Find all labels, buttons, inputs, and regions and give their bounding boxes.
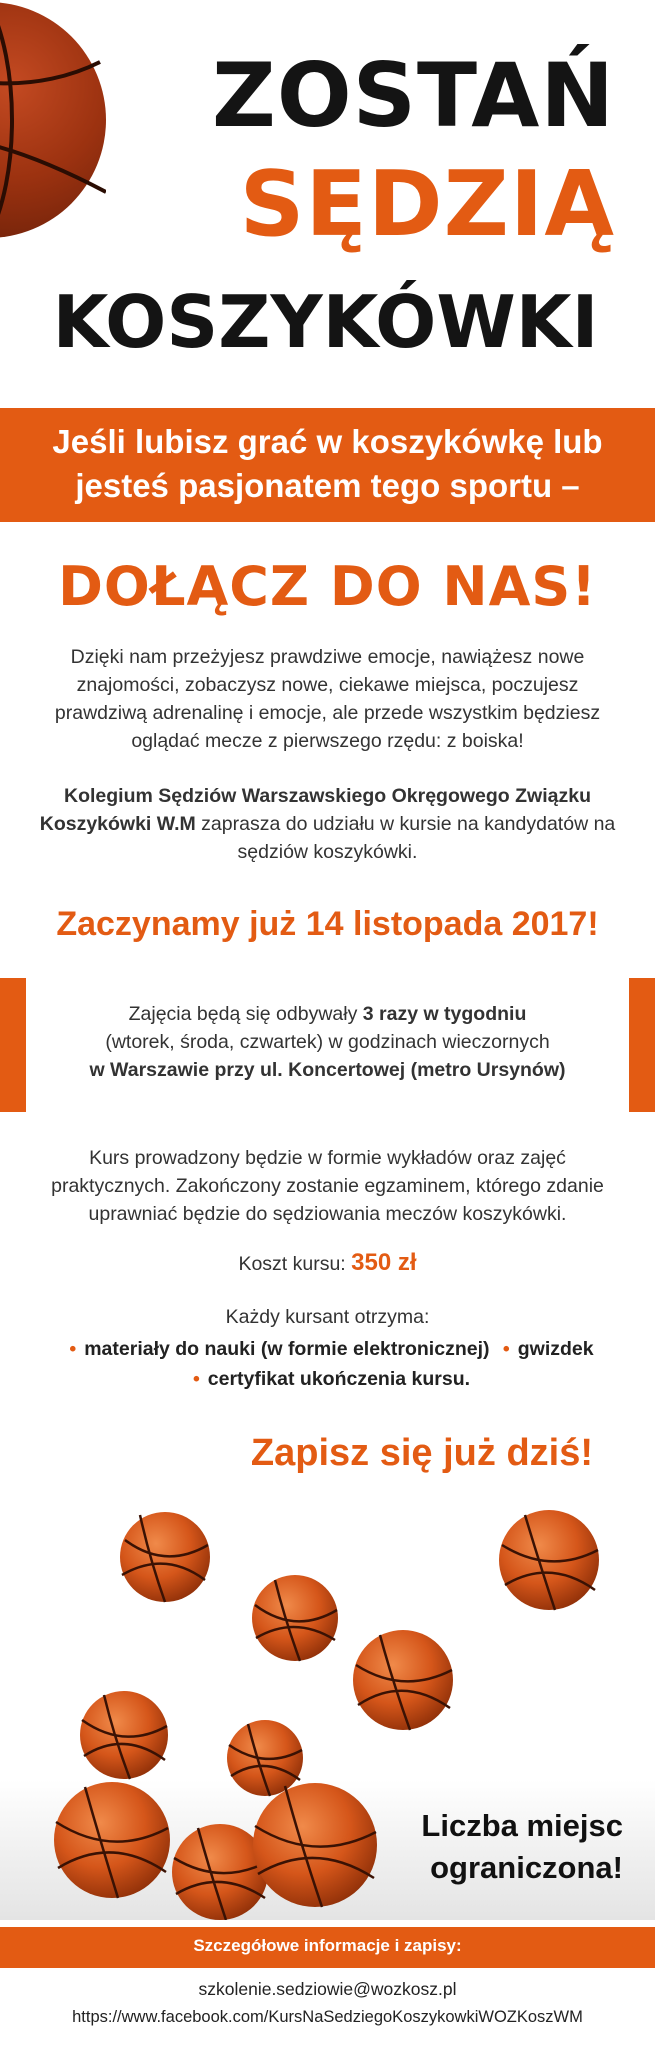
- schedule-paragraph: [30, 1000, 625, 1084]
- intro-text: Jeśli lubisz grać w koszykówkę lub jesteś pasjonatem tego sportu –: [52, 423, 603, 504]
- limited-places-note: Liczba miejsc ograniczona!: [421, 1808, 623, 1885]
- join-heading: DOŁĄCZ DO NAS!: [58, 555, 597, 618]
- basketball-icon: [80, 1691, 168, 1779]
- bullet-dot-icon: •: [69, 1338, 77, 1360]
- kit-item: materiały do nauki (w formie elektronicznej): [84, 1338, 490, 1360]
- start-date-heading: Zaczynamy już 14 listopada 2017!: [56, 905, 599, 943]
- footer-title: Szczegółowe informacje i zapisy:: [193, 1936, 462, 1955]
- facebook-link[interactable]: https://www.facebook.com/KursNaSedziegoKoszykowkiWOZKoszWM: [72, 2008, 583, 2026]
- schedule-location: w Warszawie przy ul. Koncertowej (metro Ursynów): [89, 1059, 566, 1081]
- title-line-3: KOSZYKÓWKI: [52, 280, 599, 364]
- bullet-dot-icon: •: [192, 1368, 200, 1390]
- kit-intro: Każdy kursant otrzyma:: [225, 1306, 430, 1328]
- title-line-1: ZOSTAŃ: [212, 44, 615, 147]
- organizer-paragraph: [30, 782, 625, 866]
- cost-value: 350 zł: [351, 1249, 417, 1276]
- schedule-frequency: 3 razy w tygodniu: [362, 1003, 527, 1025]
- kit-item: gwizdek: [517, 1338, 594, 1360]
- kit-list-row-2: [0, 1368, 655, 1391]
- organizer-name: Kolegium Sędziów Warszawskiego Okręgowego Związku Koszykówki W.M: [39, 785, 591, 835]
- basketball-icon: [252, 1575, 338, 1661]
- basketball-icon: [227, 1720, 303, 1796]
- basketball-icon: [253, 1783, 377, 1907]
- basketball-icon: [499, 1510, 599, 1610]
- kit-list-row-1: [0, 1338, 655, 1361]
- signup-call-to-action: Zapisz się już dziś!: [250, 1432, 593, 1474]
- course-description: Kurs prowadzony będzie w formie wykładów oraz zajęć praktycznych. Zakończony zostanie egzaminem, którego zdanie uprawniać będzie do sędziowania meczów koszykówki.: [51, 1147, 604, 1225]
- cost-label: Koszt kursu:: [238, 1253, 346, 1275]
- title-line-2: SĘDZIĄ: [239, 152, 615, 257]
- side-tab-right: [629, 978, 655, 1112]
- schedule-days: (wtorek, środa, czwartek) w godzinach wieczornych: [105, 1031, 550, 1053]
- schedule-text-1: Zajęcia będą się odbywały: [128, 1003, 363, 1025]
- course-cost: [0, 1249, 655, 1277]
- kit-item: certyfikat ukończenia kursu.: [207, 1368, 471, 1390]
- organizer-invite: zaprasza do udziału w kursie na kandydatów na sędziów koszykówki.: [195, 813, 616, 863]
- contact-email-link[interactable]: szkolenie.sedziowie@wozkosz.pl: [198, 1979, 457, 1999]
- basketball-icon: [120, 1512, 210, 1602]
- basketball-icon: [353, 1630, 453, 1730]
- basketball-icon: [54, 1782, 170, 1898]
- bullet-dot-icon: •: [502, 1338, 510, 1360]
- basketball-image-large: [0, 2, 106, 238]
- benefits-paragraph: Dzięki nam przeżyjesz prawdziwe emocje, nawiążesz nowe znajomości, zobaczysz nowe, ciekawe miejsca, poczujesz prawdziwą adrenalinę i emocje, ale przede wszystkim będziesz oglądać mecze z pierwszego rzędu: z boiska!: [54, 646, 601, 752]
- basketball-icon: [0, 2, 106, 238]
- side-tab-left: [0, 978, 26, 1112]
